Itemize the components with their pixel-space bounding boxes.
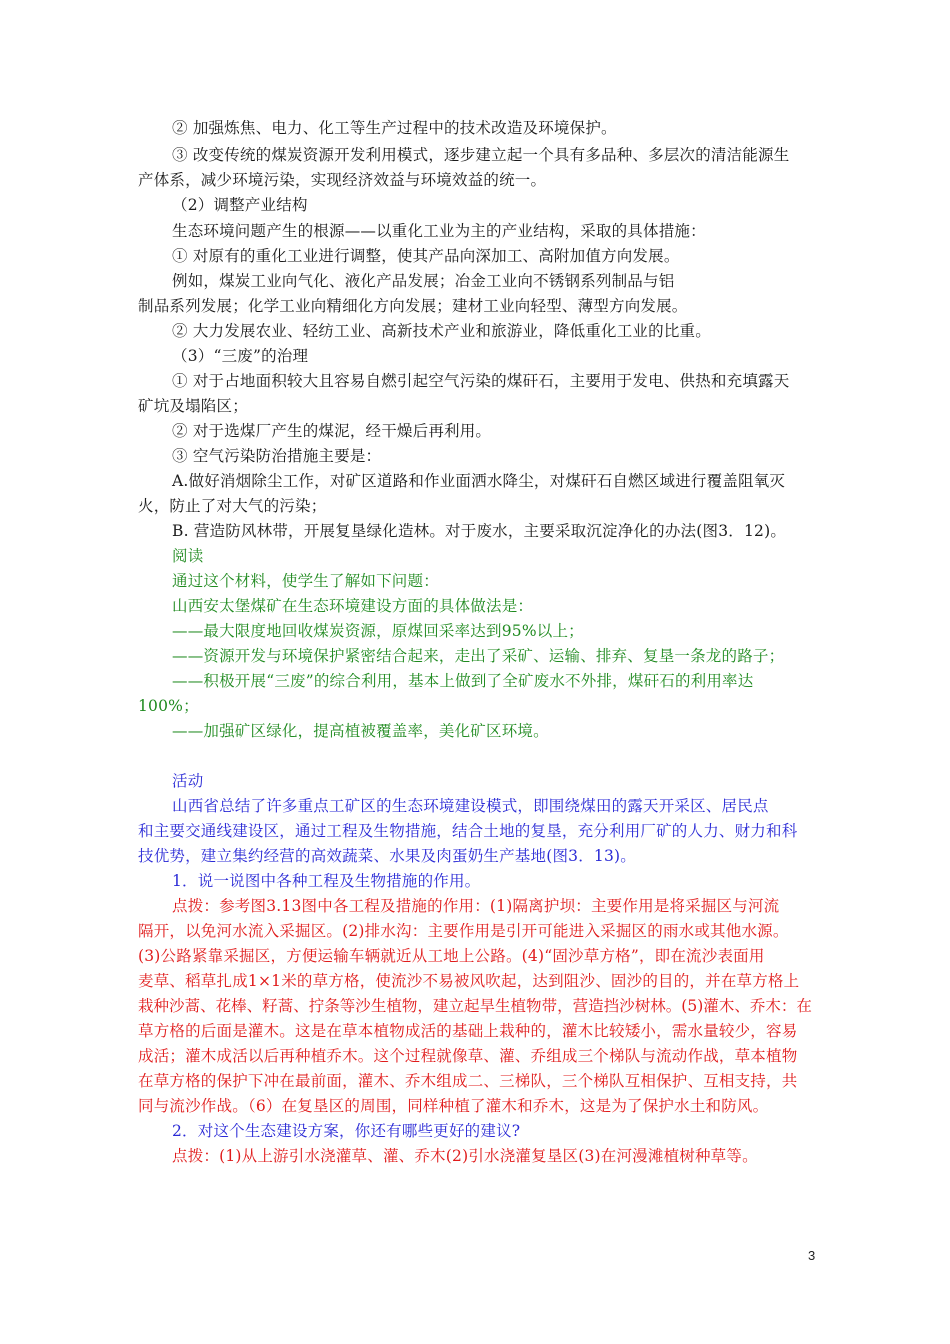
text-line: 制品系列发展；化学工业向精细化方向发展；建材工业向轻型、薄型方向发展。: [138, 297, 688, 315]
text-line: 隔开，以免河水流入采掘区。(2)排水沟：主要作用是引开可能进入采掘区的雨水或其他水源。: [138, 922, 789, 940]
text-line: ——积极开展“三废”的综合利用，基本上做到了全矿废水不外排，煤矸石的利用率达: [172, 672, 754, 690]
text-line: (3)公路紧靠采掘区，方便运输车辆就近从工地上公路。(4)“固沙草方格”，即在流沙表面用: [138, 947, 765, 965]
text-line: 在草方格的保护下冲在最前面，灌木、乔木组成二、三梯队，三个梯队互相保护、互相支持，共: [138, 1072, 798, 1090]
text-line: 技优势，建立集约经营的高效蔬菜、水果及肉蛋奶生产基地(图3．13)。: [138, 847, 636, 865]
text-line: 例如，煤炭工业向气化、液化产品发展；冶金工业向不锈钢系列制品与铝: [172, 272, 675, 290]
text-line: A.做好消烟除尘工作，对矿区道路和作业面洒水降尘，对煤矸石自燃区域进行覆盖阻氧灭: [172, 472, 786, 490]
text-line: 同与流沙作战。（6）在复垦区的周围，同样种植了灌木和乔木，这是为了保护水土和防风。: [138, 1097, 769, 1115]
text-line: 2．对这个生态建设方案，你还有哪些更好的建议?: [172, 1122, 521, 1140]
text-line: ② 加强炼焦、电力、化工等生产过程中的技术改造及环境保护。: [172, 119, 617, 137]
text-line: 成活；灌木成活以后再种植乔木。这个过程就像草、灌、乔组成三个梯队与流动作战，草本植物: [138, 1047, 798, 1065]
text-line: 100%；: [138, 697, 199, 715]
text-line: B. 营造防风林带，开展复垦绿化造林。对于废水，主要采取沉淀净化的办法(图3．12)。: [172, 522, 787, 540]
text-line: 草方格的后面是灌木。这是在草本植物成活的基础上栽种的，灌木比较矮小，需水量较少，容易: [138, 1022, 798, 1040]
text-line: 点拨：参考图3.13图中各工程及措施的作用：(1)隔离护坝：主要作用是将采掘区与河流: [172, 897, 780, 915]
text-line: 矿坑及塌陷区；: [138, 397, 248, 415]
text-line: 阅读: [172, 547, 204, 565]
text-line: ——加强矿区绿化，提高植被覆盖率，美化矿区环境。: [172, 722, 549, 740]
text-line: ② 大力发展农业、轻纺工业、高新技术产业和旅游业，降低重化工业的比重。: [172, 322, 711, 340]
text-line: （2）调整产业结构: [172, 196, 308, 214]
text-line: 山西省总结了许多重点工矿区的生态环境建设模式，即围绕煤田的露天开采区、居民点: [172, 797, 769, 815]
text-line: 山西安太堡煤矿在生态环境建设方面的具体做法是：: [172, 597, 534, 615]
text-line: ③ 空气污染防治措施主要是：: [172, 447, 382, 465]
text-line: 活动: [172, 772, 204, 790]
text-line: ——资源开发与环境保护紧密结合起来，走出了采矿、运输、排弃、复垦一条龙的路子；: [172, 647, 785, 665]
text-line: （3）“三废”的治理: [172, 347, 309, 365]
text-line: ② 对于选煤厂产生的煤泥，经干燥后再利用。: [172, 422, 492, 440]
text-line: 麦草、稻草扎成1×1米的草方格，使流沙不易被风吹起，达到阻沙、固沙的目的，并在草方格上: [138, 972, 800, 990]
text-line: 产体系，减少环境污染，实现经济效益与环境效益的统一。: [138, 171, 547, 189]
text-line: 栽种沙蒿、花棒、籽蒿、拧条等沙生植物，建立起旱生植物带，营造挡沙树林。(5)灌木、乔木：在: [138, 997, 812, 1015]
text-line: 1．说一说图中各种工程及生物措施的作用。: [172, 872, 481, 890]
text-line: ③ 改变传统的煤炭资源开发利用模式，逐步建立起一个具有多品种、多层次的清洁能源生: [172, 146, 790, 164]
page-number: 3: [808, 1248, 816, 1263]
text-line: 点拨：(1)从上游引水浇灌草、灌、乔木(2)引水浇灌复垦区(3)在河漫滩植树种草等。: [172, 1147, 758, 1165]
text-line: 火，防止了对大气的污染；: [138, 497, 327, 515]
text-line: ① 对于占地面积较大且容易自燃引起空气污染的煤矸石，主要用于发电、供热和充填露天: [172, 372, 790, 390]
text-line: 生态环境问题产生的根源——以重化工业为主的产业结构，采取的具体措施：: [172, 222, 706, 240]
text-line: ① 对原有的重化工业进行调整，使其产品向深加工、高附加值方向发展。: [172, 247, 680, 265]
text-line: ——最大限度地回收煤炭资源，原煤回采率达到95%以上；: [172, 622, 584, 640]
text-line: 和主要交通线建设区，通过工程及生物措施，结合土地的复垦，充分利用厂矿的人力、财力和科: [138, 822, 798, 840]
text-line: 通过这个材料，使学生了解如下问题：: [172, 572, 439, 590]
